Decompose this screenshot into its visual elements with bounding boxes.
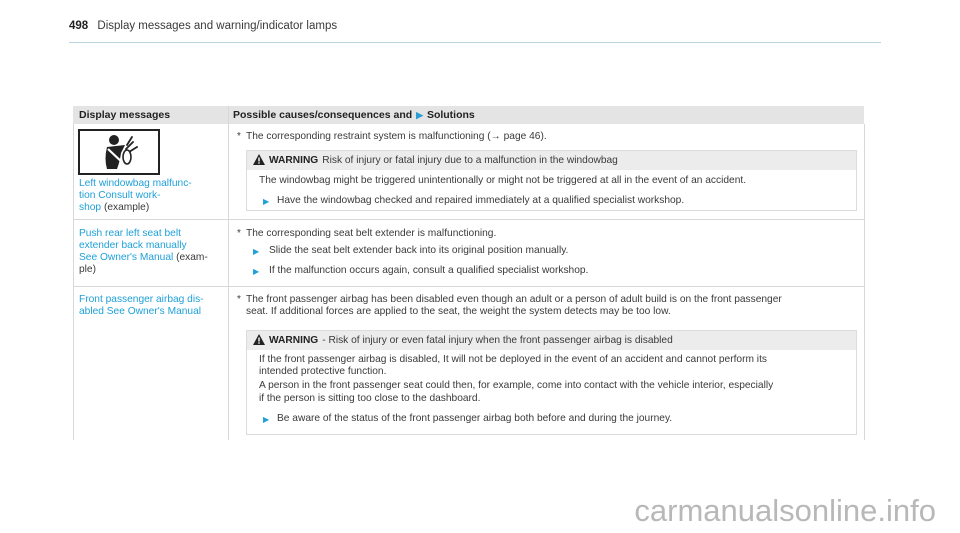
message-suffix: ple) <box>79 264 96 275</box>
warning-header <box>247 331 856 350</box>
table-border-left <box>73 124 74 440</box>
message-text-line: abled See Owner's Manual <box>79 306 202 317</box>
message-text-line: Front passenger airbag dis- <box>79 294 204 305</box>
action-text: Have the windowbag checked and repaired immediately at a qualified specialist workshop. <box>277 195 685 207</box>
footnote-star: * <box>237 228 241 239</box>
warning-body-text: If the front passenger airbag is disabled, It will not be deployed in the event of an accident and cannot perform its <box>259 354 767 365</box>
column-header-solutions-text: Solutions <box>426 109 475 121</box>
warning-body <box>247 170 856 215</box>
message-left-windowbag <box>79 178 224 214</box>
message-text-line: Left windowbag malfunc- <box>79 178 192 189</box>
warning-text: - Risk of injury or even fatal injury when the front passenger airbag is disabled <box>322 335 673 346</box>
warning-triangle-icon <box>253 334 265 345</box>
warning-triangle-icon <box>253 154 265 165</box>
warning-title: WARNING <box>269 335 319 346</box>
watermark: carmanualsonline.info <box>634 493 936 528</box>
warning-body <box>247 350 856 433</box>
warning-body-text: A person in the front passenger seat could then, for example, come into contact with the vehicle interior, especially <box>259 380 774 392</box>
page-number: 498 <box>69 20 89 32</box>
warning-box-passenger-airbag <box>246 330 857 435</box>
message-text-line: tion Consult work- <box>79 190 161 201</box>
column-header-causes-text: Possible causes/consequences and <box>233 109 413 121</box>
row-divider-2 <box>73 286 864 287</box>
warning-body-text: intended protective function. <box>259 366 387 378</box>
bullet-arrow-icon: ▶ <box>263 414 270 424</box>
table-column-divider <box>228 106 229 440</box>
footnote-star: * <box>237 131 241 142</box>
column-header-display-messages: Display messages <box>79 109 171 121</box>
action-text: Slide the seat belt extender back into its original position manually. <box>269 245 569 256</box>
row-divider-1 <box>73 219 864 220</box>
footnote-star: * <box>237 294 241 305</box>
warning-body-text: The windowbag might be triggered unintentionally or might not be triggered at all in the event of an accident. <box>259 175 747 186</box>
action-text: If the malfunction occurs again, consult a qualified specialist workshop. <box>269 265 589 276</box>
bullet-arrow-icon: ▶ <box>253 267 260 276</box>
message-text-line: See Owner's Manual <box>79 252 174 263</box>
warning-box-windowbag <box>246 150 857 211</box>
message-text-line: extender back manually <box>79 240 187 251</box>
page-header <box>69 20 881 43</box>
message-suffix: (exam- <box>176 252 208 263</box>
bullet-arrow-icon: ▶ <box>263 197 270 207</box>
message-text-line: shop <box>79 202 102 213</box>
cause-text: The corresponding seat belt extender is malfunctioning. <box>246 228 497 239</box>
column-header-causes <box>233 109 475 121</box>
message-front-passenger-airbag <box>79 294 224 318</box>
table-border-right <box>864 124 865 440</box>
warning-title: WARNING <box>269 155 319 166</box>
cause-text-line: The front passenger airbag has been disabled even though an adult or a person of adult build is on the front passenger <box>246 294 782 305</box>
action-text: Be aware of the status of the front passenger airbag both before and during the journey. <box>277 412 673 424</box>
page-title: Display messages and warning/indicator lamps <box>97 20 338 32</box>
seatbelt-airbag-icon <box>78 129 160 175</box>
action-item <box>259 195 848 207</box>
message-text-line: Push rear left seat belt <box>79 228 181 239</box>
warning-header <box>247 151 856 170</box>
warning-body-text: if the person is sitting too close to the dashboard. <box>259 392 481 404</box>
table-header <box>73 106 864 124</box>
solutions-arrow-icon: ▶ <box>416 110 424 120</box>
message-suffix: (example) <box>103 202 150 213</box>
cause-text: The corresponding restraint system is malfunctioning (→ page 46). <box>246 131 547 142</box>
bullet-arrow-icon: ▶ <box>253 247 260 256</box>
message-push-seat-belt <box>79 228 224 276</box>
warning-text: Risk of injury or fatal injury due to a malfunction in the windowbag <box>322 155 618 166</box>
action-item <box>259 413 848 425</box>
cause-text-line: seat. If additional forces are applied to the seat, the weight the system detects may be too low. <box>246 306 671 317</box>
